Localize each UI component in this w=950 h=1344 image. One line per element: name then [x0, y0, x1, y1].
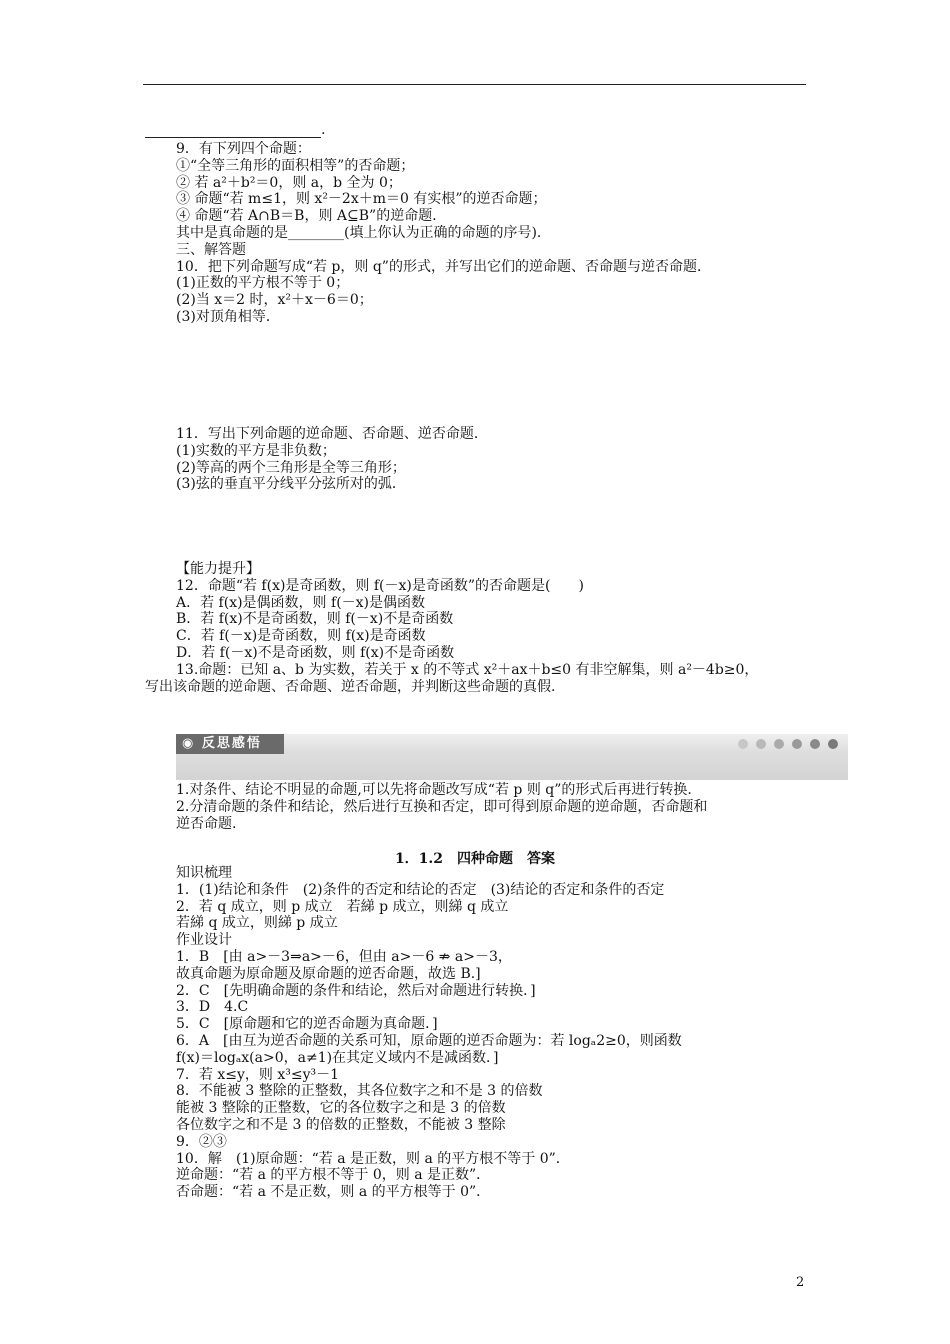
- text-line: 写出该命题的逆命题、否命题、逆否命题，并判断这些命题的真假.: [145, 679, 556, 695]
- text-line: 能被 3 整除的正整数，它的各位数字之和是 3 的倍数: [176, 1100, 506, 1117]
- text-line: 1．B [由 a>－3⇒a>－6，但由 a>－6 ⇏ a>－3，: [176, 948, 512, 965]
- page-number: 2: [796, 1275, 805, 1290]
- section-heading: 三、解答题: [176, 241, 246, 258]
- reflection-text: [176, 782, 826, 832]
- questions-12-13: [176, 561, 816, 679]
- text-line: (3)对顶角相等．: [176, 308, 280, 325]
- text-line: (3)弦的垂直平分线平分弦所对的弧．: [176, 476, 406, 493]
- text-line: (2)当 x＝2 时，x²＋x－6＝0；: [176, 292, 373, 309]
- text-line: 1.对条件、结论不明显的命题,可以先将命题改写成“若 p 则 q”的形式后再进行转换.: [176, 782, 692, 798]
- text-line: 其中是真命题的是________(填上你认为正确的命题的序号)．: [176, 224, 551, 241]
- answers: [176, 865, 816, 1201]
- text-line: 10．把下列命题写成“若 p，则 q”的形式，并写出它们的逆命题、否命题与逆否命题．: [176, 258, 711, 275]
- reflection-banner: [176, 734, 848, 780]
- text-line: f(x)＝logₐx(a>0，a≠1)在其定义域内不是减函数．]: [176, 1049, 499, 1066]
- text-line: 逆命题：“若 a 的平方根不等于 0，则 a 是正数”．: [176, 1167, 491, 1184]
- banner-strip: [284, 734, 848, 754]
- decorative-dots: [738, 739, 838, 749]
- text-line: 9．有下列四个命题：: [176, 141, 311, 157]
- text-line: 8．不能被 3 整除的正整数，其各位数字之和不是 3 的倍数: [176, 1083, 543, 1100]
- header-rule: [143, 84, 806, 85]
- text-line: ③ 命题“若 m≤1，则 x²－2x＋m＝0 有实根”的逆否命题；: [176, 191, 547, 208]
- text-line: ② 若 a²＋b²＝0，则 a，b 全为 0；: [176, 174, 402, 191]
- text-line: 否命题：“若 a 不是正数，则 a 的平方根等于 0”．: [176, 1184, 491, 1201]
- text-line: (2)等高的两个三角形是全等三角形；: [176, 459, 406, 476]
- text-line: C．若 f(－x)是奇函数，则 f(x)是奇函数: [176, 628, 426, 645]
- text-line: 5．C [原命题和它的逆否命题为真命题．]: [176, 1016, 438, 1033]
- text-line: 13.命题：已知 a、b 为实数，若关于 x 的不等式 x²＋ax＋b≤0 有非空解集，则 a²－4b≥0，: [176, 661, 759, 678]
- text-line: ①“全等三角形的面积相等”的否命题；: [176, 157, 415, 174]
- answer-title: 1．1.2 四种命题 答案: [394, 851, 556, 867]
- text-line: 1．(1)结论和条件 (2)条件的否定和结论的否定 (3)结论的否定和条件的否定: [176, 881, 665, 898]
- text-line: B．若 f(x)不是奇函数，则 f(－x)不是奇函数: [176, 611, 454, 628]
- text-line: 2.分清命题的条件和结论，然后进行互换和否定，即可得到原命题的逆命题，否命题和: [176, 798, 708, 815]
- questions-9-10: [176, 141, 816, 326]
- text-line: 6．A [由互为逆否命题的关系可知，原命题的逆否命题为：若 logₐ2≥0，则函数: [176, 1032, 682, 1049]
- dot-icon: [810, 739, 820, 749]
- dot-icon: [738, 739, 748, 749]
- text-line: 逆否命题.: [176, 815, 237, 832]
- text-line: 7．若 x≤y，则 x³≤y³－1: [176, 1066, 340, 1083]
- text-line: 故真命题为原命题及原命题的逆否命题，故选 B.]: [176, 965, 481, 982]
- dot-icon: [774, 739, 784, 749]
- text-line: 2．若 q 成立，则 p 成立 若綈 p 成立，则綈 q 成立: [176, 898, 509, 915]
- text-line: 2．C [先明确命题的条件和结论，然后对命题进行转换．]: [176, 982, 536, 999]
- section-heading: 【能力提升】: [176, 561, 260, 577]
- text-line: 11．写出下列命题的逆命题、否命题、逆否命题．: [176, 426, 488, 442]
- text-line: ④ 命题“若 A∩B＝B，则 A⊆B”的逆命题．: [176, 208, 447, 225]
- section-heading: 作业设计: [176, 932, 232, 949]
- text-line: A．若 f(x)是偶函数，则 f(－x)是偶函数: [176, 594, 426, 611]
- section-heading: 知识梳理: [176, 865, 232, 881]
- dot-icon: [756, 739, 766, 749]
- dot-icon: [828, 739, 838, 749]
- dot-icon: [792, 739, 802, 749]
- fill-blank-line: .: [145, 121, 325, 138]
- text-line: D．若 f(－x)不是奇函数，则 f(x)不是奇函数: [176, 644, 455, 661]
- text-line: 3．D 4.C: [176, 999, 249, 1016]
- question-13-continued: [145, 679, 825, 696]
- banner-title: ◉ 反思感悟: [176, 734, 290, 754]
- text-line: 9．②③: [176, 1133, 227, 1150]
- text-line: (1)正数的平方根不等于 0；: [176, 275, 350, 292]
- text-line: 各位数字之和不是 3 的倍数的正整数，不能被 3 整除: [176, 1116, 506, 1133]
- text-line: 若綈 q 成立，则綈 p 成立: [176, 915, 338, 932]
- text-line: 12．命题“若 f(x)是奇函数，则 f(－x)是奇函数”的否命题是( ): [176, 577, 584, 594]
- question-11: [176, 426, 816, 493]
- text-line: (1)实数的平方是非负数；: [176, 442, 336, 459]
- text-line: 10．解 (1)原命题：“若 a 是正数，则 a 的平方根不等于 0”．: [176, 1150, 570, 1167]
